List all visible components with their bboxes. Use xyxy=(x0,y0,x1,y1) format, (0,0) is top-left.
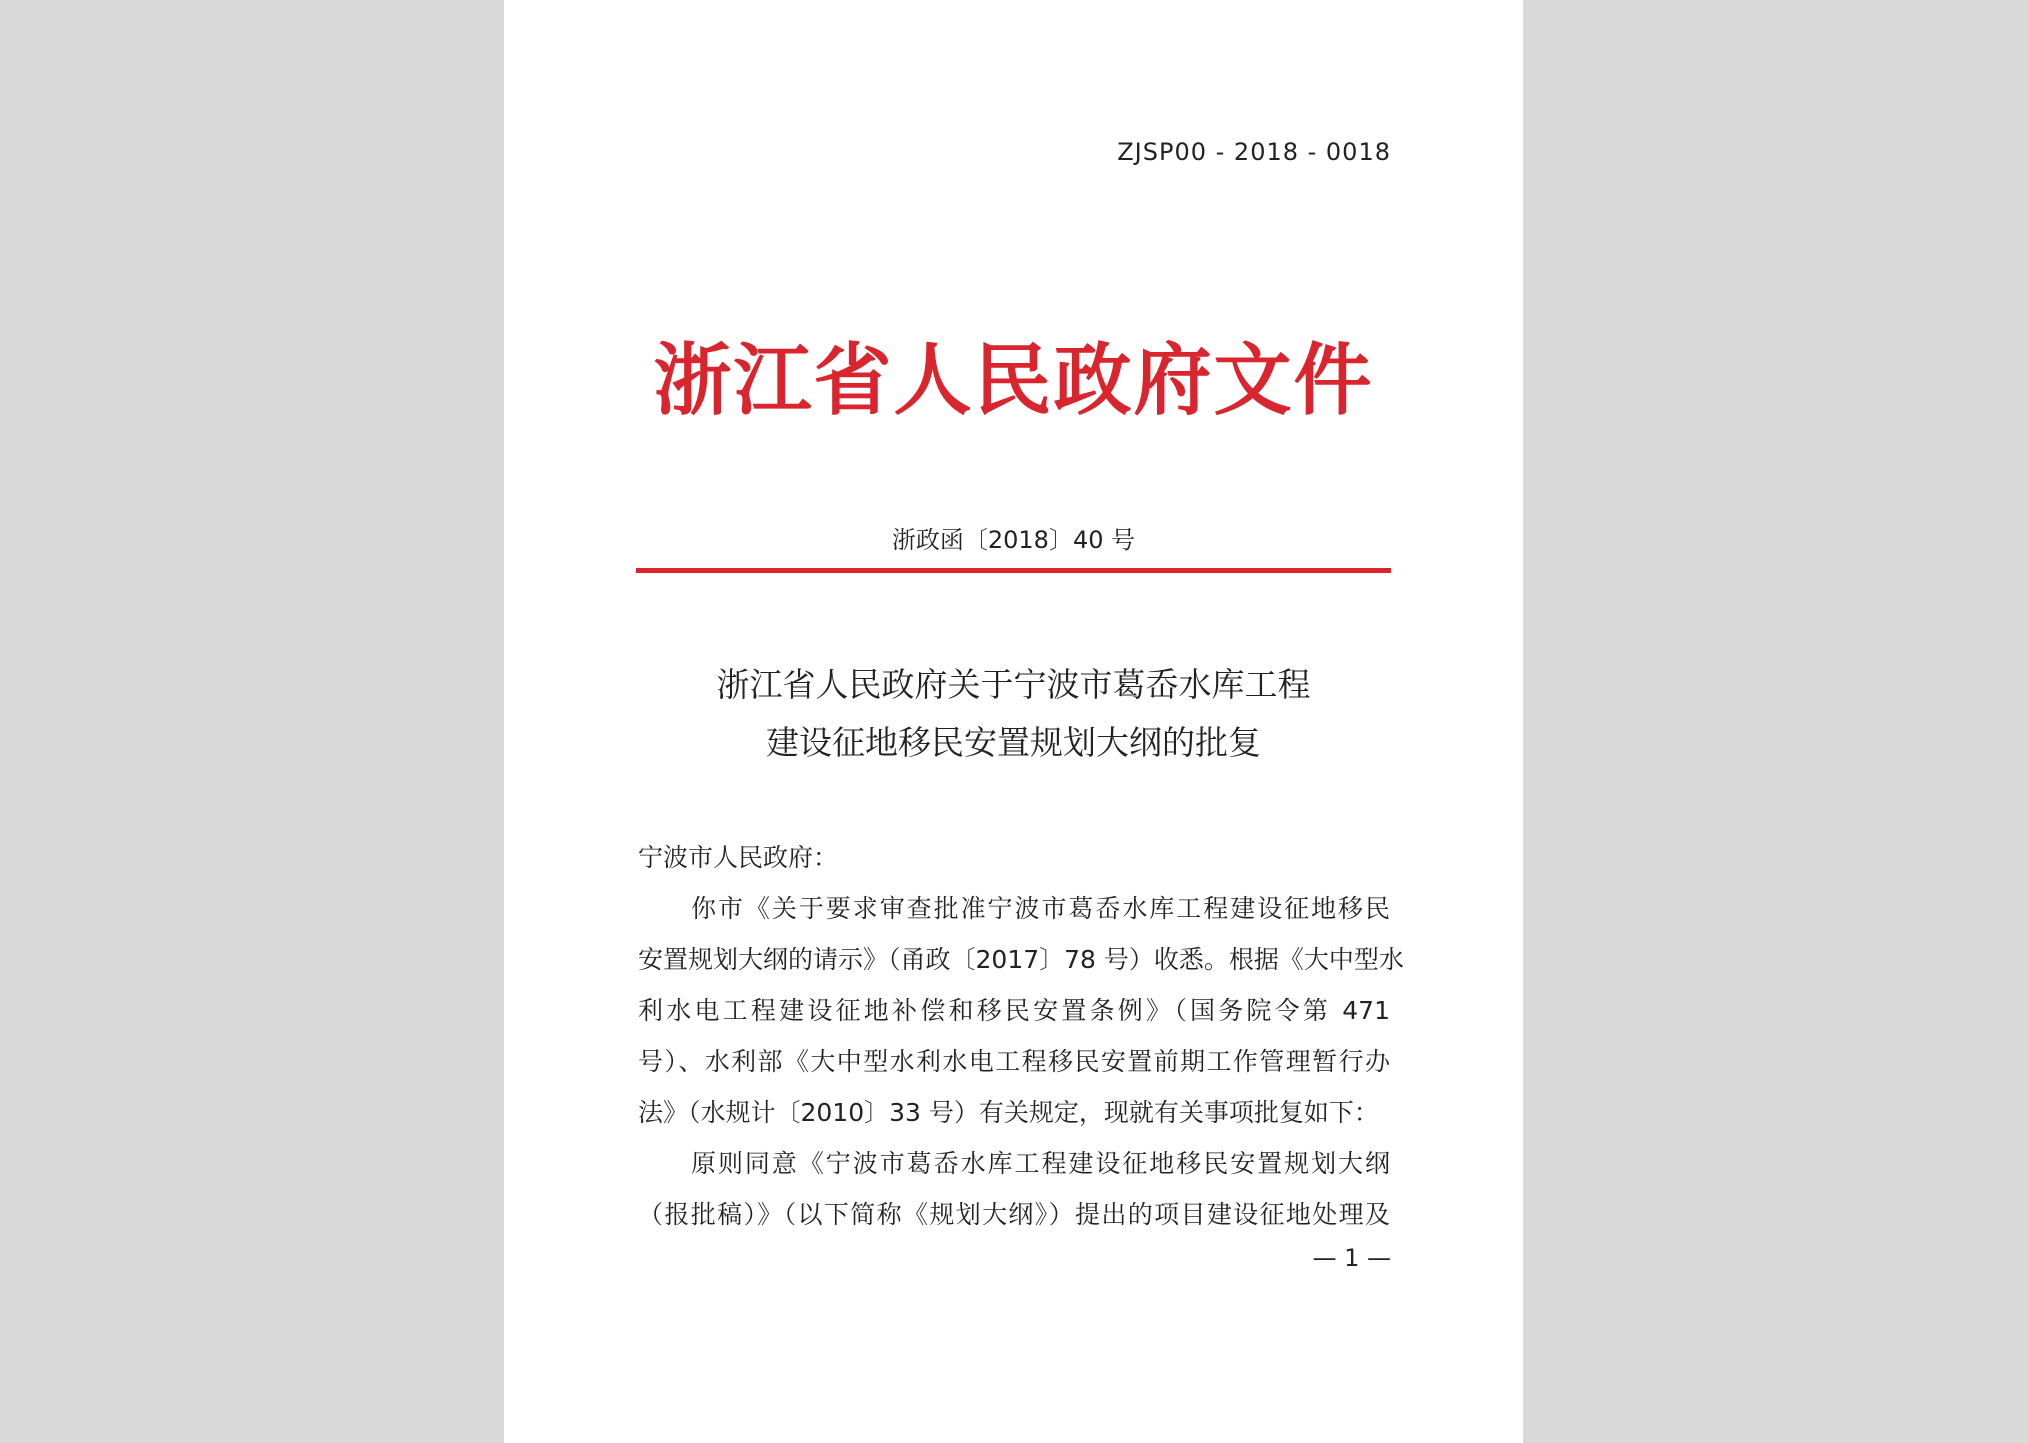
document-body xyxy=(638,832,1404,1240)
document-page xyxy=(504,0,1523,1443)
page-number: — 1 — xyxy=(1312,1244,1391,1272)
body-line: 原则同意《宁波市葛岙水库工程建设征地移民安置规划大纲 xyxy=(691,1149,1390,1178)
salutation: 宁波市人民政府： xyxy=(638,843,839,872)
issuer-heading: 浙江省人民政府文件 xyxy=(653,336,1374,426)
body-line: （报批稿）》（以下简称《规划大纲》）提出的项目建设征地处理及 xyxy=(638,1200,1390,1229)
title-line: 浙江省人民政府关于宁波市葛岙水库工程 xyxy=(716,665,1311,704)
body-line: 安置规划大纲的请示》（甬政〔2017〕78 号）收悉。根据《大中型水 xyxy=(638,945,1404,974)
body-line: 利水电工程建设征地补偿和移民安置条例》（国务院令第 471 xyxy=(638,996,1390,1025)
red-divider xyxy=(636,568,1391,573)
body-line: 法》（水规计〔2010〕33 号）有关规定，现就有关事项批复如下： xyxy=(638,1098,1379,1127)
title-line: 建设征地移民安置规划大纲的批复 xyxy=(766,723,1261,762)
document-code: ZJSP00 - 2018 - 0018 xyxy=(1117,138,1391,166)
document-title xyxy=(504,656,1523,772)
body-line: 你市《关于要求审查批准宁波市葛岙水库工程建设征地移民 xyxy=(691,894,1390,923)
document-number: 浙政函〔2018〕40 号 xyxy=(891,526,1136,554)
body-line: 号）、水利部《大中型水利水电工程移民安置前期工作管理暂行办 xyxy=(638,1047,1390,1076)
